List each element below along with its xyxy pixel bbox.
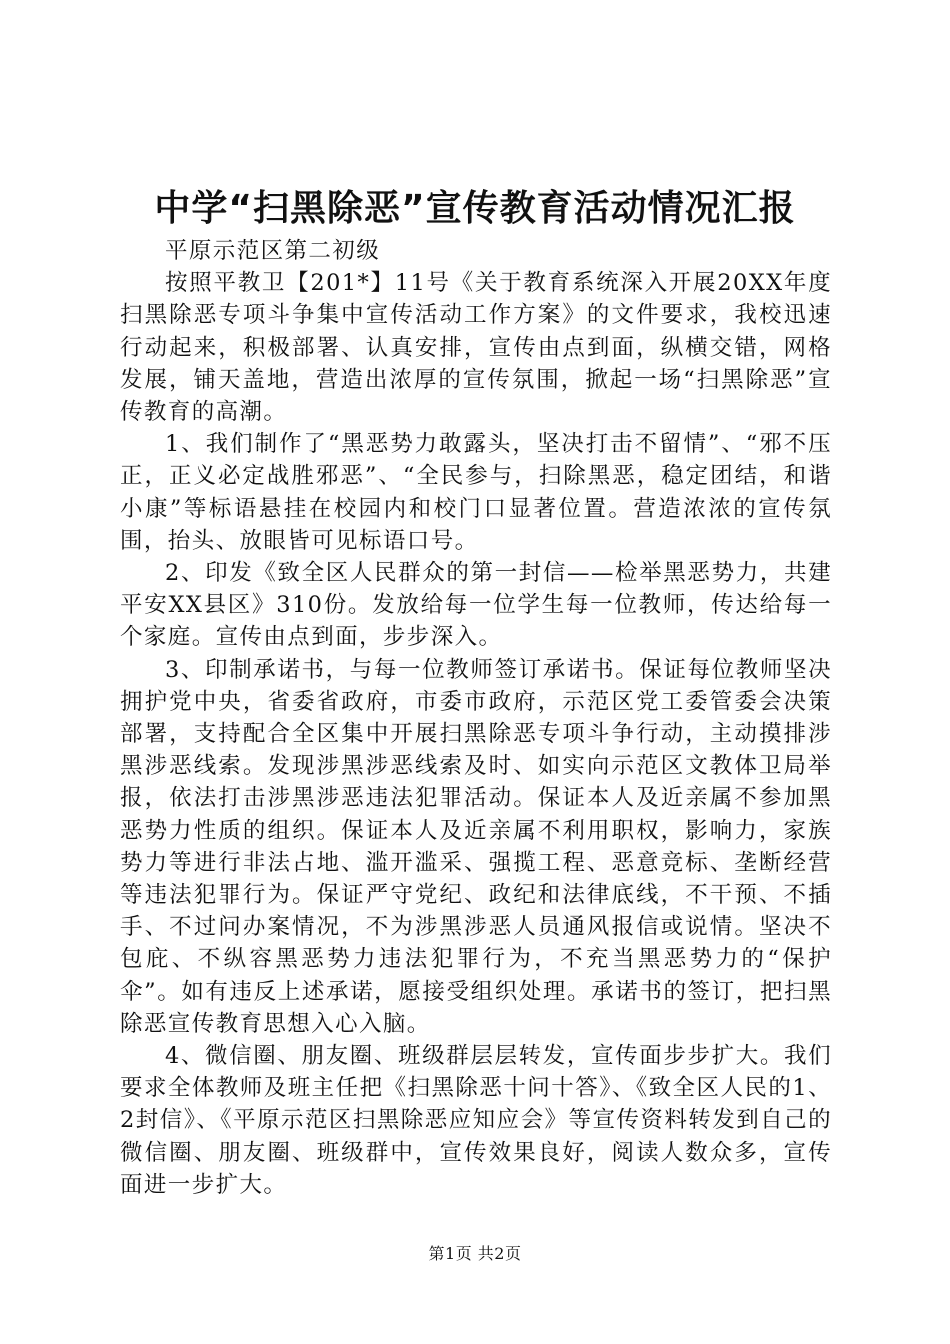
page-footer: 第1页 共2页	[428, 1244, 522, 1263]
paragraph-item-4: 4、微信圈、朋友圈、班级群层层转发，宣传面步步扩大。我们要求全体教师及班主任把《扫黑除恶十问十答》、《致全区人民的1、2封信》、《平原示范区扫黑除恶应知应会》等宣传资料转发到自己的微信圈、朋友圈、班级群中，宣传效果良好，阅读人数众多，宣传面进一步扩大。	[120, 1043, 832, 1198]
paragraph-item-2: 2、印发《致全区人民群众的第一封信——检举黑恶势力，共建平安XX县区》310份。发放给每一位学生每一位教师，传达给每一个家庭。宣传由点到面，步步深入。	[120, 560, 832, 651]
paragraph-intro: 按照平教卫【201*】11号《关于教育系统深入开展20XX年度扫黑除恶专项斗争集中宣传活动工作方案》的文件要求，我校迅速行动起来，积极部署、认真安排，宣传由点到面，纵横交错，网格发展，铺天盖地，营造出浓厚的宣传氛围，掀起一场“扫黑除恶”宣传教育的高潮。	[120, 270, 832, 426]
paragraph-item-1: 1、我们制作了“黑恶势力敢露头，坚决打击不留情”、“邪不压正，正义必定战胜邪恶”、“全民参与，扫除黑恶，稳定团结，和谐小康”等标语悬挂在校园内和校门口显著位置。营造浓浓的宣传氛围，抬头、放眼皆可见标语口号。	[120, 431, 832, 554]
paragraph-item-3: 3、印制承诺书，与每一位教师签订承诺书。保证每位教师坚决拥护党中央，省委省政府，市委市政府，示范区党工委管委会决策部署，支持配合全区集中开展扫黑除恶专项斗争行动，主动摸排涉黑涉恶线索。发现涉黑涉恶线索及时、如实向示范区文教体卫局举报，依法打击涉黑涉恶违法犯罪活动。保证本人及近亲属不参加黑恶势力性质的组织。保证本人及近亲属不利用职权，影响力，家族势力等进行非法占地、滥开滥采、强揽工程、恶意竞标、垄断经营等违法犯罪行为。保证严守党纪、政纪和法律底线，不干预、不插手、不过问办案情况，不为涉黑涉恶人员通风报信或说情。坚决不包庇、不纵容黑恶势力违法犯罪行为，不充当黑恶势力的“保护伞”。如有违反上述承诺，愿接受组织处理。承诺书的签订，把扫黑除恶宣传教育思想入心入脑。	[120, 656, 832, 1037]
document-body	[120, 235, 832, 1201]
document-title: 中学“扫黑除恶”宣传教育活动情况汇报	[154, 188, 796, 229]
document-subtitle: 平原示范区第二初级	[165, 238, 381, 264]
